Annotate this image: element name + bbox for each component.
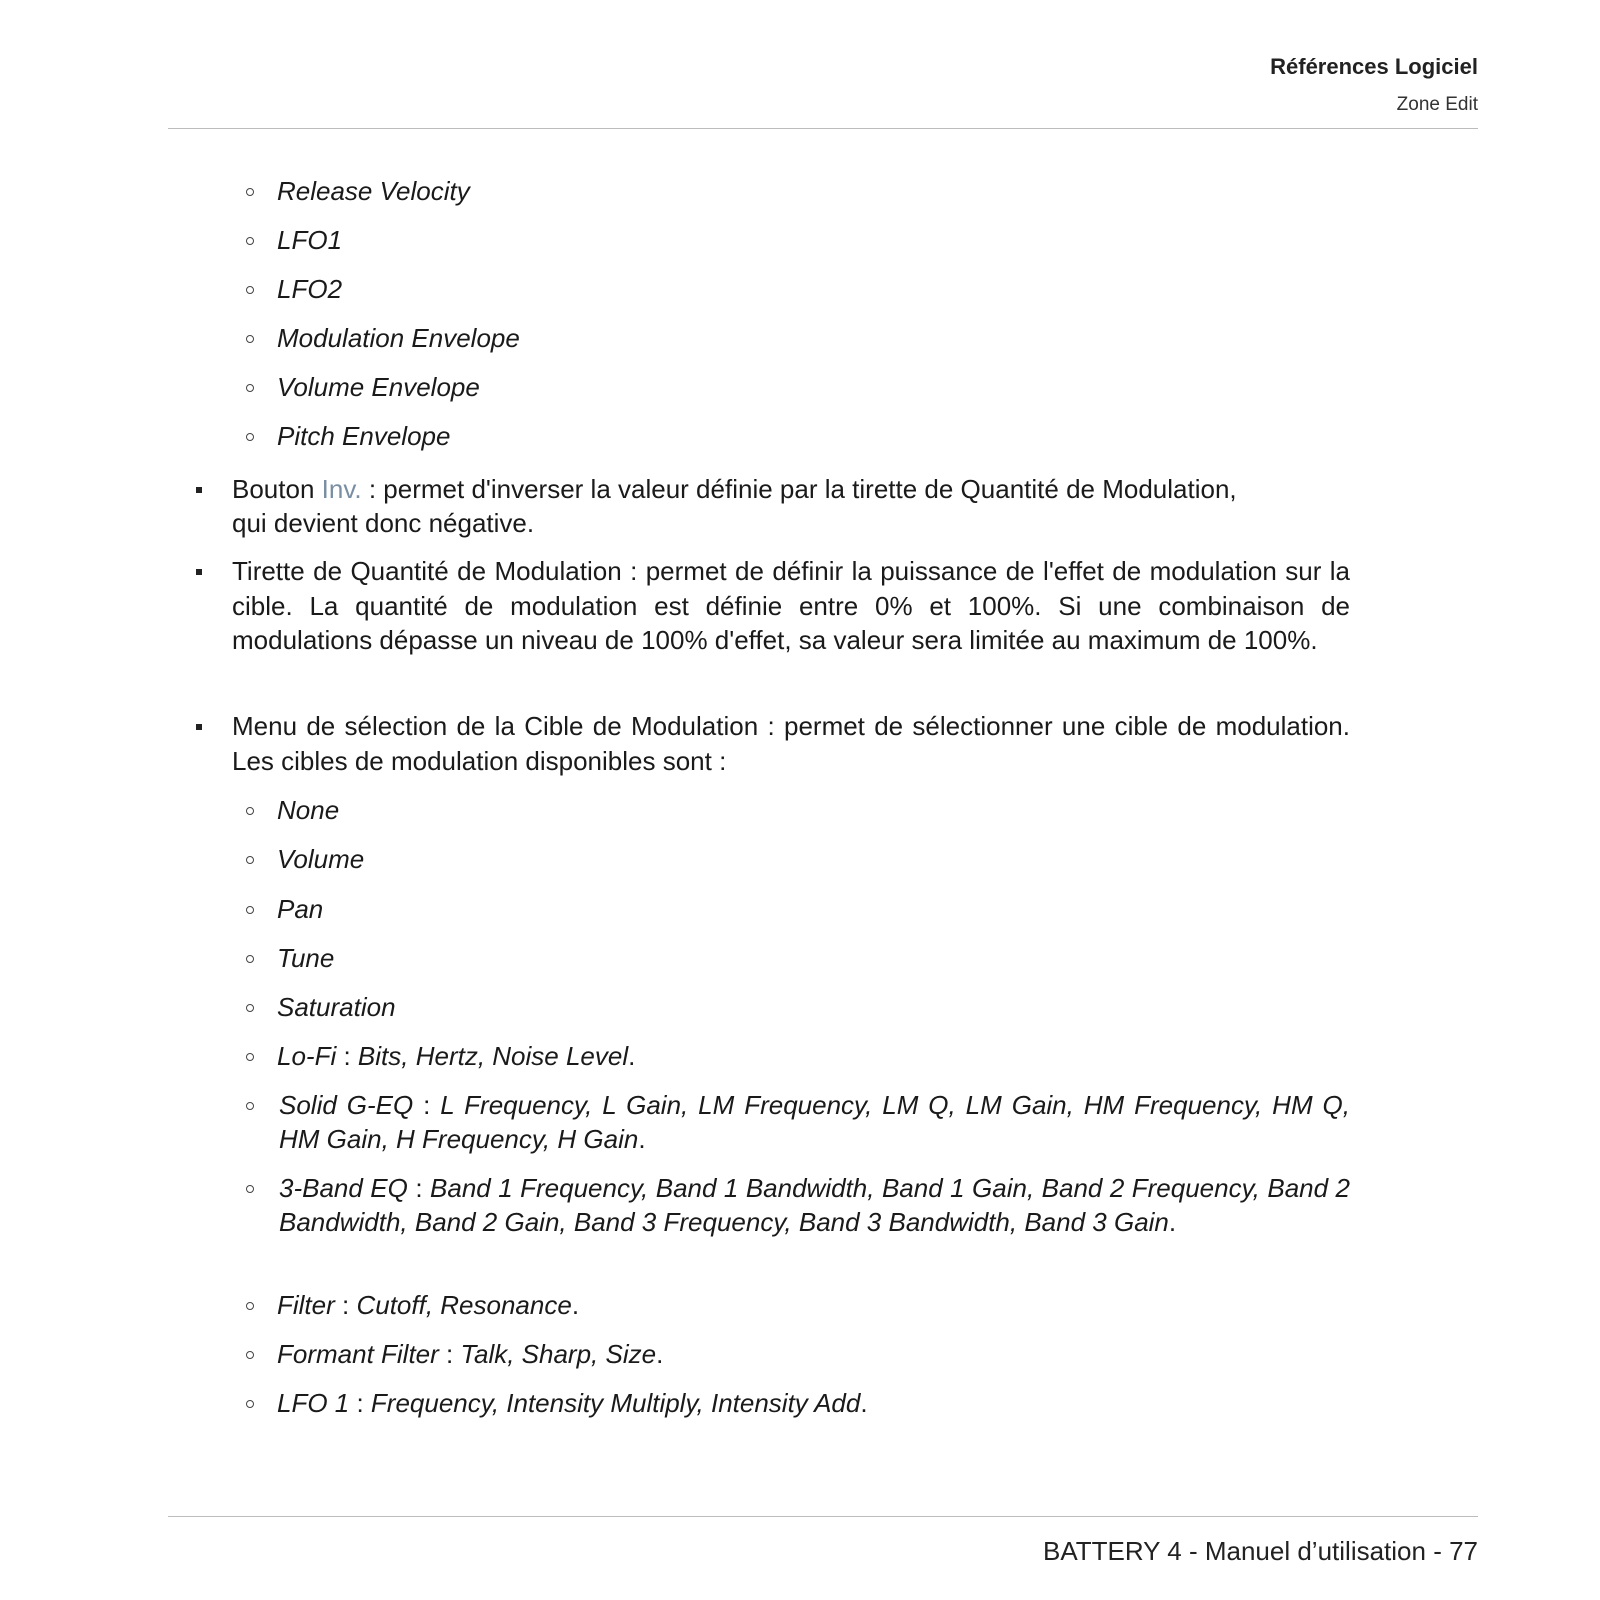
list-item-lofi bbox=[277, 1039, 635, 1073]
target-name: LFO 1 bbox=[277, 1388, 350, 1418]
subsection-title: Zone Edit bbox=[1396, 94, 1478, 115]
ring-bullet-icon bbox=[246, 1302, 254, 1310]
ring-bullet-icon bbox=[246, 286, 254, 294]
list-item: Pitch Envelope bbox=[277, 421, 451, 451]
ring-bullet-icon bbox=[246, 335, 254, 343]
ring-bullet-icon bbox=[246, 384, 254, 392]
period: . bbox=[638, 1124, 646, 1154]
ring-bullet-icon bbox=[246, 237, 254, 245]
inv-prefix: Bouton bbox=[232, 474, 322, 504]
ring-bullet-icon bbox=[246, 807, 254, 815]
modulation-amount-paragraph: Tirette de Quantité de Modulation : permet de définir la puissance de l'effet de modulation sur la cible. La quantité de modulation est définie entre 0% et 100%. Si une combinaison de modulations dépasse un niveau de 100% d'effet, sa valeur sera limitée au maximum de 100%. bbox=[232, 556, 1350, 655]
ring-bullet-icon bbox=[246, 1400, 254, 1408]
square-bullet-icon bbox=[196, 569, 202, 575]
target-name: 3-Band EQ bbox=[279, 1173, 408, 1203]
list-item-lfo1 bbox=[277, 1386, 868, 1420]
list-item: LFO1 bbox=[277, 225, 343, 255]
period: . bbox=[1168, 1207, 1177, 1237]
target-name: Formant Filter bbox=[277, 1339, 439, 1369]
list-item: None bbox=[277, 795, 340, 825]
list-item-3band-eq bbox=[279, 1171, 1350, 1239]
ring-bullet-icon bbox=[246, 433, 254, 441]
ring-bullet-icon bbox=[246, 906, 254, 914]
inv-button-line2: qui devient donc négative. bbox=[232, 508, 535, 538]
ring-bullet-icon bbox=[246, 1185, 254, 1193]
target-params: Talk, Sharp, Size bbox=[460, 1339, 657, 1369]
ring-bullet-icon bbox=[246, 955, 254, 963]
ring-bullet-icon bbox=[246, 856, 254, 864]
separator: : bbox=[413, 1090, 441, 1120]
list-item: LFO2 bbox=[277, 274, 343, 304]
list-item-filter bbox=[277, 1288, 579, 1322]
list-item-solid-geq bbox=[279, 1088, 1350, 1156]
list-item: Release Velocity bbox=[277, 176, 470, 206]
list-item: Volume bbox=[277, 844, 365, 874]
period: . bbox=[628, 1041, 636, 1071]
target-params: Frequency, Intensity Multiply, Intensity Add bbox=[370, 1388, 861, 1418]
target-params: Cutoff, Resonance bbox=[356, 1290, 572, 1320]
separator: : bbox=[349, 1388, 371, 1418]
ring-bullet-icon bbox=[246, 1004, 254, 1012]
square-bullet-icon bbox=[196, 487, 202, 493]
period: . bbox=[860, 1388, 868, 1418]
list-item: Volume Envelope bbox=[277, 372, 480, 402]
list-item: Tune bbox=[277, 943, 335, 973]
ring-bullet-icon bbox=[246, 1053, 254, 1061]
target-name: Solid G-EQ bbox=[279, 1090, 414, 1120]
separator: : bbox=[438, 1339, 461, 1369]
target-name: Lo-Fi bbox=[277, 1041, 337, 1071]
ring-bullet-icon bbox=[246, 1102, 254, 1110]
separator: : bbox=[407, 1173, 431, 1203]
target-params: Band 1 Frequency, Band 1 Bandwidth, Band 1 Gain, Band 2 Frequency, Band 2 Bandwidth, Band 2 Gain, Band 3 Frequency, Band 3 Bandwidth, Band 3 Gain bbox=[279, 1173, 1350, 1237]
list-item: Modulation Envelope bbox=[277, 323, 520, 353]
target-params: L Frequency, L Gain, LM Frequency, LM Q, LM Gain, HM Frequency, HM Q, HM Gain, H Frequency, H Gain bbox=[279, 1090, 1350, 1154]
inv-description: : permet d'inverser la valeur définie par la tirette de Quantité de Modulation, bbox=[361, 474, 1237, 504]
inv-button-line1 bbox=[232, 472, 1237, 506]
inv-button-link[interactable]: Inv. bbox=[321, 474, 362, 504]
ring-bullet-icon bbox=[246, 188, 254, 196]
target-params: Bits, Hertz, Noise Level bbox=[357, 1041, 629, 1071]
list-item: Pan bbox=[277, 894, 324, 924]
period: . bbox=[571, 1290, 580, 1320]
modulation-target-paragraph: Menu de sélection de la Cible de Modulation : permet de sélectionner une cible de modulation. Les cibles de modulation disponibles sont : bbox=[232, 711, 1350, 776]
footer-divider bbox=[168, 1516, 1478, 1517]
square-bullet-icon bbox=[196, 724, 202, 730]
page-header bbox=[168, 48, 1478, 129]
list-item-formant-filter bbox=[277, 1337, 663, 1371]
separator: : bbox=[334, 1290, 357, 1320]
ring-bullet-icon bbox=[246, 1351, 254, 1359]
separator: : bbox=[336, 1041, 358, 1071]
period: . bbox=[656, 1339, 664, 1369]
target-name: Filter bbox=[277, 1290, 335, 1320]
list-item: Saturation bbox=[277, 992, 396, 1022]
section-title: Références Logiciel bbox=[1270, 54, 1478, 79]
page-footer: BATTERY 4 - Manuel d’utilisation - 77 bbox=[1043, 1536, 1478, 1566]
